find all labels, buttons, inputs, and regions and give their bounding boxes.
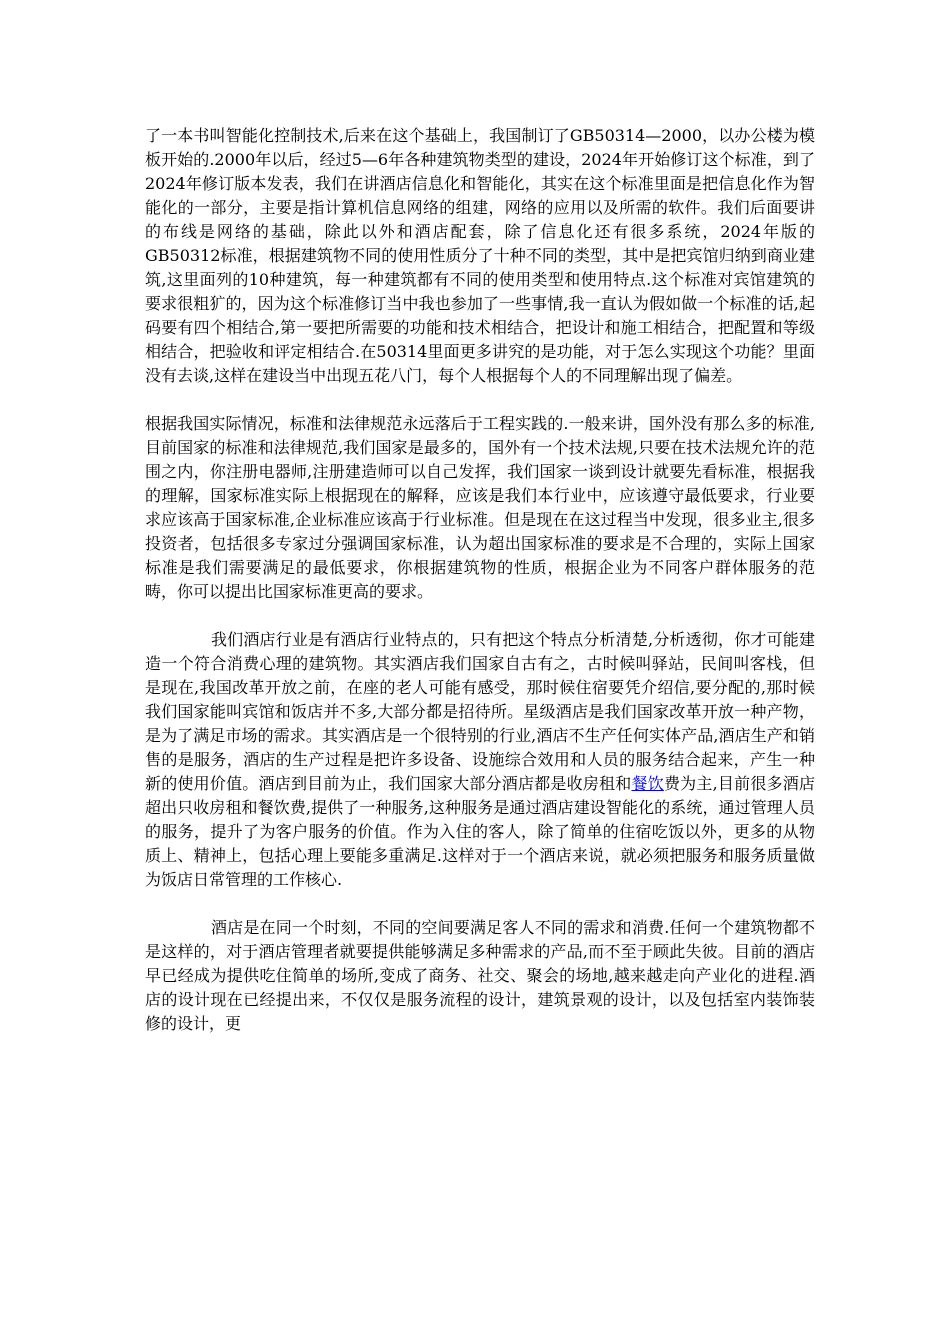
document-body bbox=[145, 124, 815, 1036]
catering-link[interactable]: 餐饮 bbox=[631, 774, 664, 793]
paragraph-text: 费为主,目前很多酒店超出只收房租和餐饮费,提供了一种服务,这种服务是通过酒店建设智能化的系统，通过管理人员的服务，提升了为客户服务的价值。作为入住的客人，除了简单的住宿吃饭以外，更多的从物质上、精神上，包括心理上要能多重满足.这样对于一个酒店来说，就必须把服务和服务质量做为饭店日常管理的工作核心. bbox=[145, 774, 815, 889]
paragraph-hotel-design: 酒店是在同一个时刻，不同的空间要满足客人不同的需求和消费.任何一个建筑物都不是这样的，对于酒店管理者就要提供能够满足多种需求的产品,而不至于顾此失彼。目前的酒店早已经成为提供吃住简单的场所,变成了商务、社交、聚会的场地,越来越走向产业化的进程.酒店的设计现在已经提出来，不仅仅是服务流程的设计，建筑景观的设计，以及包括室内装饰装修的设计，更 bbox=[145, 918, 815, 1033]
paragraph-text: 我们酒店行业是有酒店行业特点的，只有把这个特点分析清楚,分析透彻，你才可能建造一个符合消费心理的建筑物。其实酒店我们国家自古有之，古时候叫驿站，民间叫客栈，但是现在,我国改革开放之前，在座的老人可能有感受，那时候住宿要凭介绍信,要分配的,那时候我们国家能叫宾馆和饭店并不多,大部分都是招待所。星级酒店是我们国家改革开放一种产物，是为了满足市场的需求。其实酒店是一个很特别的行业,酒店不生产任何实体产品,酒店生产和销售的是服务，酒店的生产过程是把许多设备、设施综合效用和人员的服务结合起来，产生一种新的使用价值。酒店到目前为止，我们国家大部分酒店都是收房租和 bbox=[145, 630, 815, 793]
paragraph-gap bbox=[145, 388, 815, 412]
paragraph-gap bbox=[145, 892, 815, 916]
paragraph-intelligent-standards: 了一本书叫智能化控制技术,后来在这个基础上，我国制订了GB50314—2000，以办公楼为模板开始的.2000年以后，经过5—6年各种建筑物类型的建设，2024年开始修订这个标准，到了2024年修订版本发表，我们在讲酒店信息化和智能化，其实在这个标准里面是把信息化作为智能化的一部分，主要是指计算机信息网络的组建，网络的应用以及所需的软件。我们后面要讲的布线是网络的基础，除此以外和酒店配套，除了信息化还有很多系统，2024年版的GB50312标准，根据建筑物不同的使用性质分了十种不同的类型，其中是把宾馆归纳到商业建筑,这里面列的10种建筑，每一种建筑都有不同的使用类型和使用特点.这个标准对宾馆建筑的要求很粗犷的，因为这个标准修订当中我也参加了一些事情,我一直认为假如做一个标准的话,起码要有四个相结合,第一要把所需要的功能和技术相结合，把设计和施工相结合，把配置和等级相结合，把验收和评定相结合.在50314里面更多讲究的是功能，对于怎么实现这个功能？里面没有去谈,这样在建设当中出现五花八门，每个人根据每个人的不同理解出现了偏差。 bbox=[145, 126, 815, 385]
paragraph-national-standards: 根据我国实际情况，标准和法律规范永远落后于工程实践的.一般来讲，国外没有那么多的标准,目前国家的标准和法律规范,我们国家是最多的，国外有一个技术法规,只要在技术法规允许的范围之内，你注册电器师,注册建造师可以自己发挥，我们国家一谈到设计就要先看标准，根据我的理解，国家标准实际上根据现在的解释，应该是我们本行业中，应该遵守最低要求，行业要求应该高于国家标准,企业标准应该高于行业标准。但是现在在这过程当中发现，很多业主,很多投资者，包括很多专家过分强调国家标准，认为超出国家标准的要求是不合理的，实际上国家标准是我们需要满足的最低要求，你根据建筑物的性质，根据企业为不同客户群体服务的范畴，你可以提出比国家标准更高的要求。 bbox=[145, 414, 815, 601]
paragraph-gap bbox=[145, 604, 815, 628]
paragraph-hotel-industry bbox=[145, 628, 815, 892]
